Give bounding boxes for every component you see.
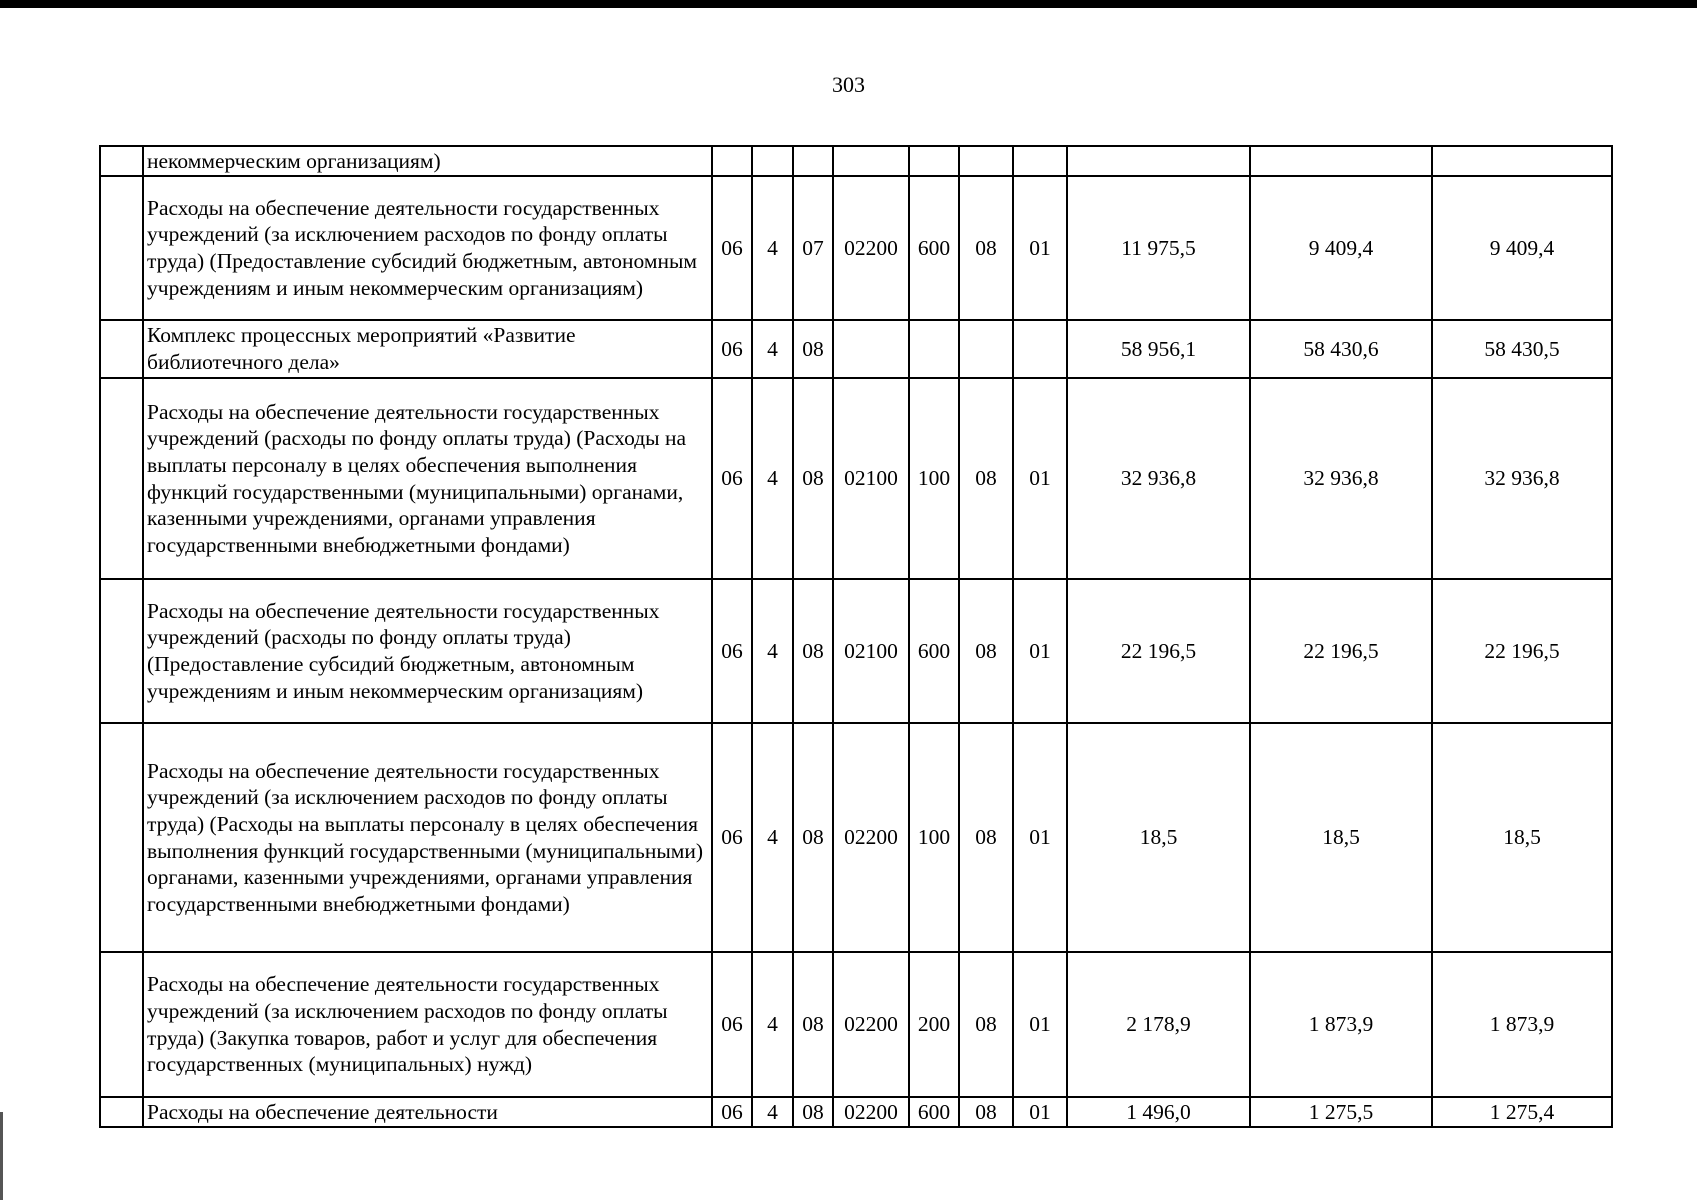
row-spacer-cell: [100, 579, 143, 723]
code-cell: 02200: [833, 723, 909, 952]
code-cell: 100: [909, 378, 959, 579]
row-description: Комплекс процессных мероприятий «Развитие библиотечного дела»: [143, 320, 712, 378]
code-cell: [833, 146, 909, 176]
code-cell: 02200: [833, 952, 909, 1097]
amount-cell: [1250, 146, 1432, 176]
row-spacer-cell: [100, 378, 143, 579]
code-cell: 4: [752, 378, 793, 579]
code-cell: 01: [1013, 579, 1067, 723]
budget-table: [99, 145, 1613, 1128]
code-cell: 06: [712, 952, 752, 1097]
row-spacer-cell: [100, 320, 143, 378]
row-spacer-cell: [100, 1097, 143, 1127]
amount-cell: [1432, 146, 1612, 176]
row-description: некоммерческим организациям): [143, 146, 712, 176]
code-cell: 07: [793, 176, 833, 320]
code-cell: 06: [712, 1097, 752, 1127]
code-cell: [752, 146, 793, 176]
code-cell: 08: [959, 378, 1013, 579]
code-cell: 4: [752, 1097, 793, 1127]
amount-cell: 58 430,5: [1432, 320, 1612, 378]
row-description: Расходы на обеспечение деятельности: [143, 1097, 712, 1127]
code-cell: 01: [1013, 378, 1067, 579]
row-description: Расходы на обеспечение деятельности государственных учреждений (расходы по фонду оплаты труда) (Предоставление субсидий бюджетным, автономным учреждениям и иным некоммерческим организациям): [143, 579, 712, 723]
row-description: Расходы на обеспечение деятельности государственных учреждений (за исключением расходов по фонду оплаты труда) (Закупка товаров, работ и услуг для обеспечения государственных (муниципальных) нужд): [143, 952, 712, 1097]
row-description: Расходы на обеспечение деятельности государственных учреждений (за исключением расходов по фонду оплаты труда) (Предоставление субсидий бюджетным, автономным учреждениям и иным некоммерческим организациям): [143, 176, 712, 320]
page-number: 303: [832, 72, 865, 97]
code-cell: 01: [1013, 176, 1067, 320]
amount-cell: 1 496,0: [1067, 1097, 1250, 1127]
code-cell: 02100: [833, 378, 909, 579]
code-cell: 08: [793, 320, 833, 378]
code-cell: 01: [1013, 952, 1067, 1097]
code-cell: 200: [909, 952, 959, 1097]
code-cell: 01: [1013, 1097, 1067, 1127]
code-cell: 100: [909, 723, 959, 952]
amount-cell: 18,5: [1250, 723, 1432, 952]
code-cell: [833, 320, 909, 378]
table-row: [100, 1097, 1612, 1127]
code-cell: 08: [959, 176, 1013, 320]
row-spacer-cell: [100, 723, 143, 952]
amount-cell: 22 196,5: [1067, 579, 1250, 723]
code-cell: 600: [909, 176, 959, 320]
table-row: [100, 952, 1612, 1097]
row-spacer-cell: [100, 176, 143, 320]
table-row: [100, 320, 1612, 378]
amount-cell: 9 409,4: [1432, 176, 1612, 320]
amount-cell: 22 196,5: [1432, 579, 1612, 723]
amount-cell: 32 936,8: [1250, 378, 1432, 579]
amount-cell: 32 936,8: [1432, 378, 1612, 579]
code-cell: 08: [793, 579, 833, 723]
amount-cell: 1 275,4: [1432, 1097, 1612, 1127]
row-description: Расходы на обеспечение деятельности государственных учреждений (за исключением расходов по фонду оплаты труда) (Расходы на выплаты персоналу в целях обеспечения выполнения функций государственными (муниципальными) органами, казенными учреждениями, органами управления государственными внебюджетными фондами): [143, 723, 712, 952]
code-cell: 08: [959, 579, 1013, 723]
code-cell: 02200: [833, 1097, 909, 1127]
code-cell: 4: [752, 579, 793, 723]
amount-cell: 1 873,9: [1250, 952, 1432, 1097]
table-row: [100, 378, 1612, 579]
table-row: [100, 579, 1612, 723]
amount-cell: [1067, 146, 1250, 176]
code-cell: [1013, 146, 1067, 176]
code-cell: [793, 146, 833, 176]
code-cell: 02200: [833, 176, 909, 320]
table-row: [100, 176, 1612, 320]
code-cell: 08: [959, 952, 1013, 1097]
amount-cell: 11 975,5: [1067, 176, 1250, 320]
code-cell: [1013, 320, 1067, 378]
code-cell: [712, 146, 752, 176]
code-cell: 4: [752, 320, 793, 378]
amount-cell: 18,5: [1067, 723, 1250, 952]
code-cell: [909, 146, 959, 176]
code-cell: [909, 320, 959, 378]
amount-cell: 58 430,6: [1250, 320, 1432, 378]
table-row: [100, 723, 1612, 952]
row-spacer-cell: [100, 146, 143, 176]
amount-cell: 32 936,8: [1067, 378, 1250, 579]
code-cell: 08: [793, 1097, 833, 1127]
code-cell: 06: [712, 723, 752, 952]
code-cell: 08: [959, 1097, 1013, 1127]
amount-cell: 1 873,9: [1432, 952, 1612, 1097]
code-cell: 4: [752, 176, 793, 320]
code-cell: 06: [712, 378, 752, 579]
code-cell: 4: [752, 952, 793, 1097]
code-cell: [959, 146, 1013, 176]
amount-cell: 2 178,9: [1067, 952, 1250, 1097]
code-cell: 08: [793, 378, 833, 579]
amount-cell: 1 275,5: [1250, 1097, 1432, 1127]
amount-cell: 58 956,1: [1067, 320, 1250, 378]
row-spacer-cell: [100, 952, 143, 1097]
amount-cell: 18,5: [1432, 723, 1612, 952]
code-cell: 08: [959, 723, 1013, 952]
code-cell: 08: [793, 952, 833, 1097]
code-cell: 600: [909, 1097, 959, 1127]
code-cell: 02100: [833, 579, 909, 723]
scan-edge-mark: [0, 1112, 3, 1200]
scan-top-edge: [0, 0, 1697, 8]
row-description: Расходы на обеспечение деятельности государственных учреждений (расходы по фонду оплаты труда) (Расходы на выплаты персоналу в целях обеспечения выполнения функций государственными (муниципальными) органами, казенными учреждениями, органами управления государственными внебюджетными фондами): [143, 378, 712, 579]
code-cell: [959, 320, 1013, 378]
code-cell: 600: [909, 579, 959, 723]
amount-cell: 9 409,4: [1250, 176, 1432, 320]
amount-cell: 22 196,5: [1250, 579, 1432, 723]
table-row: [100, 146, 1612, 176]
code-cell: 08: [793, 723, 833, 952]
code-cell: 01: [1013, 723, 1067, 952]
code-cell: 06: [712, 176, 752, 320]
code-cell: 06: [712, 320, 752, 378]
code-cell: 06: [712, 579, 752, 723]
code-cell: 4: [752, 723, 793, 952]
